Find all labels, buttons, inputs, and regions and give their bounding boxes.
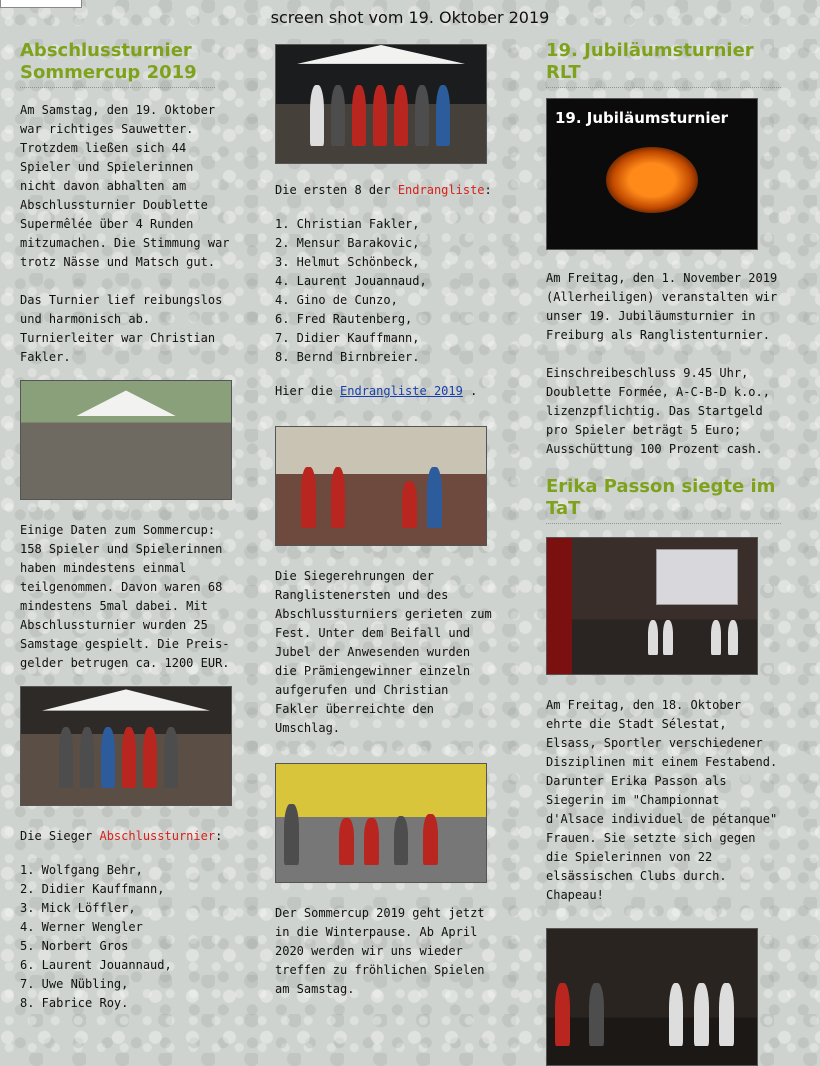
tent-shape — [63, 390, 189, 416]
list-item: 4. Werner Wengler — [20, 920, 143, 934]
person — [663, 620, 674, 655]
winners-heading-suffix: : — [215, 829, 223, 843]
intro-paragraph: Am Samstag, den 19. Oktober war richtiges Sauwetter. Trotzdem ließen sich 44 Spieler und Spielerinnen nicht davon abhalten am Abschlussturnier Doublette Supermêlée über 4 Runden mitzumachen. Die Stimmung war trotz Nässe und Matsch gut. — [20, 103, 230, 269]
list-item: 5. Norbert Gros — [20, 939, 129, 953]
photo-tent-rain[interactable] — [20, 380, 232, 500]
list-item: 3. Mick Löffler, — [20, 901, 136, 915]
list-item: 6. Laurent Jouannaud, — [20, 958, 172, 972]
column-left — [20, 40, 235, 1013]
person — [310, 85, 325, 146]
tent-shape — [276, 45, 486, 64]
person — [669, 983, 684, 1046]
person — [373, 85, 388, 146]
person — [143, 727, 158, 788]
winter-paragraph: Der Sommercup 2019 geht jetzt in die Winterpause. Ab April 2020 werden wir uns wieder treffen zu fröhlichen Spielen am Samstag. — [275, 906, 485, 996]
first8-heading — [275, 181, 495, 200]
top-bar — [0, 0, 820, 8]
person — [402, 481, 417, 528]
list-item: 2. Didier Kauffmann, — [20, 882, 165, 896]
sommercup-stats-paragraph: Einige Daten zum Sommercup: 158 Spieler und Spielerinnen haben mindestens einmal teilgenommen. Davon waren 68 mindestens 5mal dabei. Mit Abschlussturnier wurden 25 Samstage gespielt. Die Preis-gelder betrugen ca. 1200 EUR. — [20, 523, 230, 670]
photo-stage-ceremony[interactable] — [546, 537, 758, 675]
endrangliste-link[interactable]: Endrangliste 2019 — [340, 384, 463, 398]
person — [394, 816, 409, 866]
section-title-jubilaeum: 19. Jubiläumsturnier RLT — [546, 40, 781, 88]
stage-curtain — [547, 538, 572, 674]
person — [352, 85, 367, 146]
person — [415, 85, 430, 146]
jubilaeum-paragraph: Am Freitag, den 1. November 2019 (Allerheiligen) veranstalten wir unser 19. Jubiläumsturnier in Freiburg als Ranglistenturnier. — [546, 271, 778, 342]
tent-shape — [21, 689, 231, 710]
list-item: 1. Christian Fakler, — [275, 217, 420, 231]
photo-jubilaeum-poster[interactable] — [546, 98, 758, 250]
person — [80, 727, 95, 788]
link-prefix: Hier die — [275, 384, 341, 398]
list-item: 7. Didier Kauffmann, — [275, 331, 420, 345]
list-item: 7. Uwe Nübling, — [20, 977, 129, 991]
person — [331, 467, 346, 528]
photo-ranking-top[interactable] — [275, 44, 487, 164]
erika-paragraph: Am Freitag, den 18. Oktober ehrte die Stadt Sélestat, Elsass, Sportler verschiedener Disziplinen mit einem Festabend. Darunter Erika Passon als Siegerin im "Championnat d'Alsace individuel de pétanque" Frauen. Sie setzte sich gegen die Spielerinnen von 22 elsässischen Clubs durch. Chapeau! — [546, 698, 778, 902]
list-item: 8. Bernd Birnbreier. — [275, 350, 420, 364]
person — [364, 818, 379, 865]
person — [648, 620, 659, 655]
person — [164, 727, 179, 788]
award-paragraph: Die Siegerehrungen der Ranglistenersten und des Abschlussturniers gerieten zum Fest. Unter dem Beifall und Jubel der Anwesenden wurden die Prämiengewinner einzeln aufgerufen und Christian Fakler überreichte den Umschlag. — [275, 569, 492, 735]
person — [728, 620, 739, 655]
person — [711, 620, 722, 655]
person — [284, 804, 299, 865]
list-item: 8. Fabrice Roy. — [20, 996, 129, 1010]
person — [59, 727, 74, 788]
person — [427, 467, 442, 528]
person — [394, 85, 409, 146]
pumpkin-icon — [606, 147, 698, 213]
person — [122, 727, 137, 788]
winners-heading — [20, 827, 235, 846]
person — [331, 85, 346, 146]
column-right — [546, 40, 781, 1066]
section-title-erika: Erika Passon siegte im TaT — [546, 476, 781, 524]
projection-screen — [656, 549, 738, 605]
winners-heading-prefix: Die Sieger — [20, 829, 100, 843]
list-item: 3. Helmut Schönbeck, — [275, 255, 420, 269]
person — [101, 727, 116, 788]
first8-red: Endrangliste — [397, 183, 485, 197]
person — [694, 983, 709, 1046]
person — [436, 85, 451, 146]
person — [555, 983, 570, 1046]
list-item: 6. Fred Rautenberg, — [275, 312, 413, 326]
first8-suffix: : — [484, 183, 492, 197]
section-title-abschlussturnier: Abschlussturnier Sommercup 2019 — [20, 40, 215, 88]
ranking-list — [275, 215, 495, 367]
screenshot-caption: screen shot vom 19. Oktober 2019 — [270, 8, 550, 27]
site-logo[interactable] — [0, 0, 82, 8]
einschreibung-paragraph: Einschreibeschluss 9.45 Uhr, Doublette Formée, A-C-B-D k.o., lizenzpflichtig. Das Startgeld pro Spieler beträgt 5 Euro; Ausschüttung 100 Prozent cash. — [546, 366, 770, 456]
first8-prefix: Die ersten 8 der — [275, 183, 398, 197]
person — [719, 983, 734, 1046]
column-middle — [275, 44, 495, 999]
list-item: 2. Mensur Barakovic, — [275, 236, 420, 250]
person — [589, 983, 604, 1046]
photo-award-ceremony[interactable] — [275, 426, 487, 546]
person — [423, 814, 438, 866]
link-suffix: . — [462, 384, 478, 398]
photo-clubhouse[interactable] — [275, 763, 487, 883]
person — [339, 818, 354, 865]
winners-heading-red: Abschlussturnier — [99, 829, 216, 843]
turnier-paragraph: Das Turnier lief reibungslos und harmonisch ab. Turnierleiter war Christian Fakler. — [20, 293, 223, 364]
list-item: 1. Wolfgang Behr, — [20, 863, 143, 877]
photo-winners-group[interactable] — [20, 686, 232, 806]
list-item: 4. Gino de Cunzo, — [275, 293, 398, 307]
person — [301, 467, 316, 528]
list-item: 4. Laurent Jouannaud, — [275, 274, 427, 288]
photo-erika-stage[interactable] — [546, 928, 758, 1066]
poster-title: 19. Jubiläumsturnier — [555, 109, 729, 127]
endrangliste-line — [275, 382, 495, 401]
winners-list — [20, 861, 235, 1013]
